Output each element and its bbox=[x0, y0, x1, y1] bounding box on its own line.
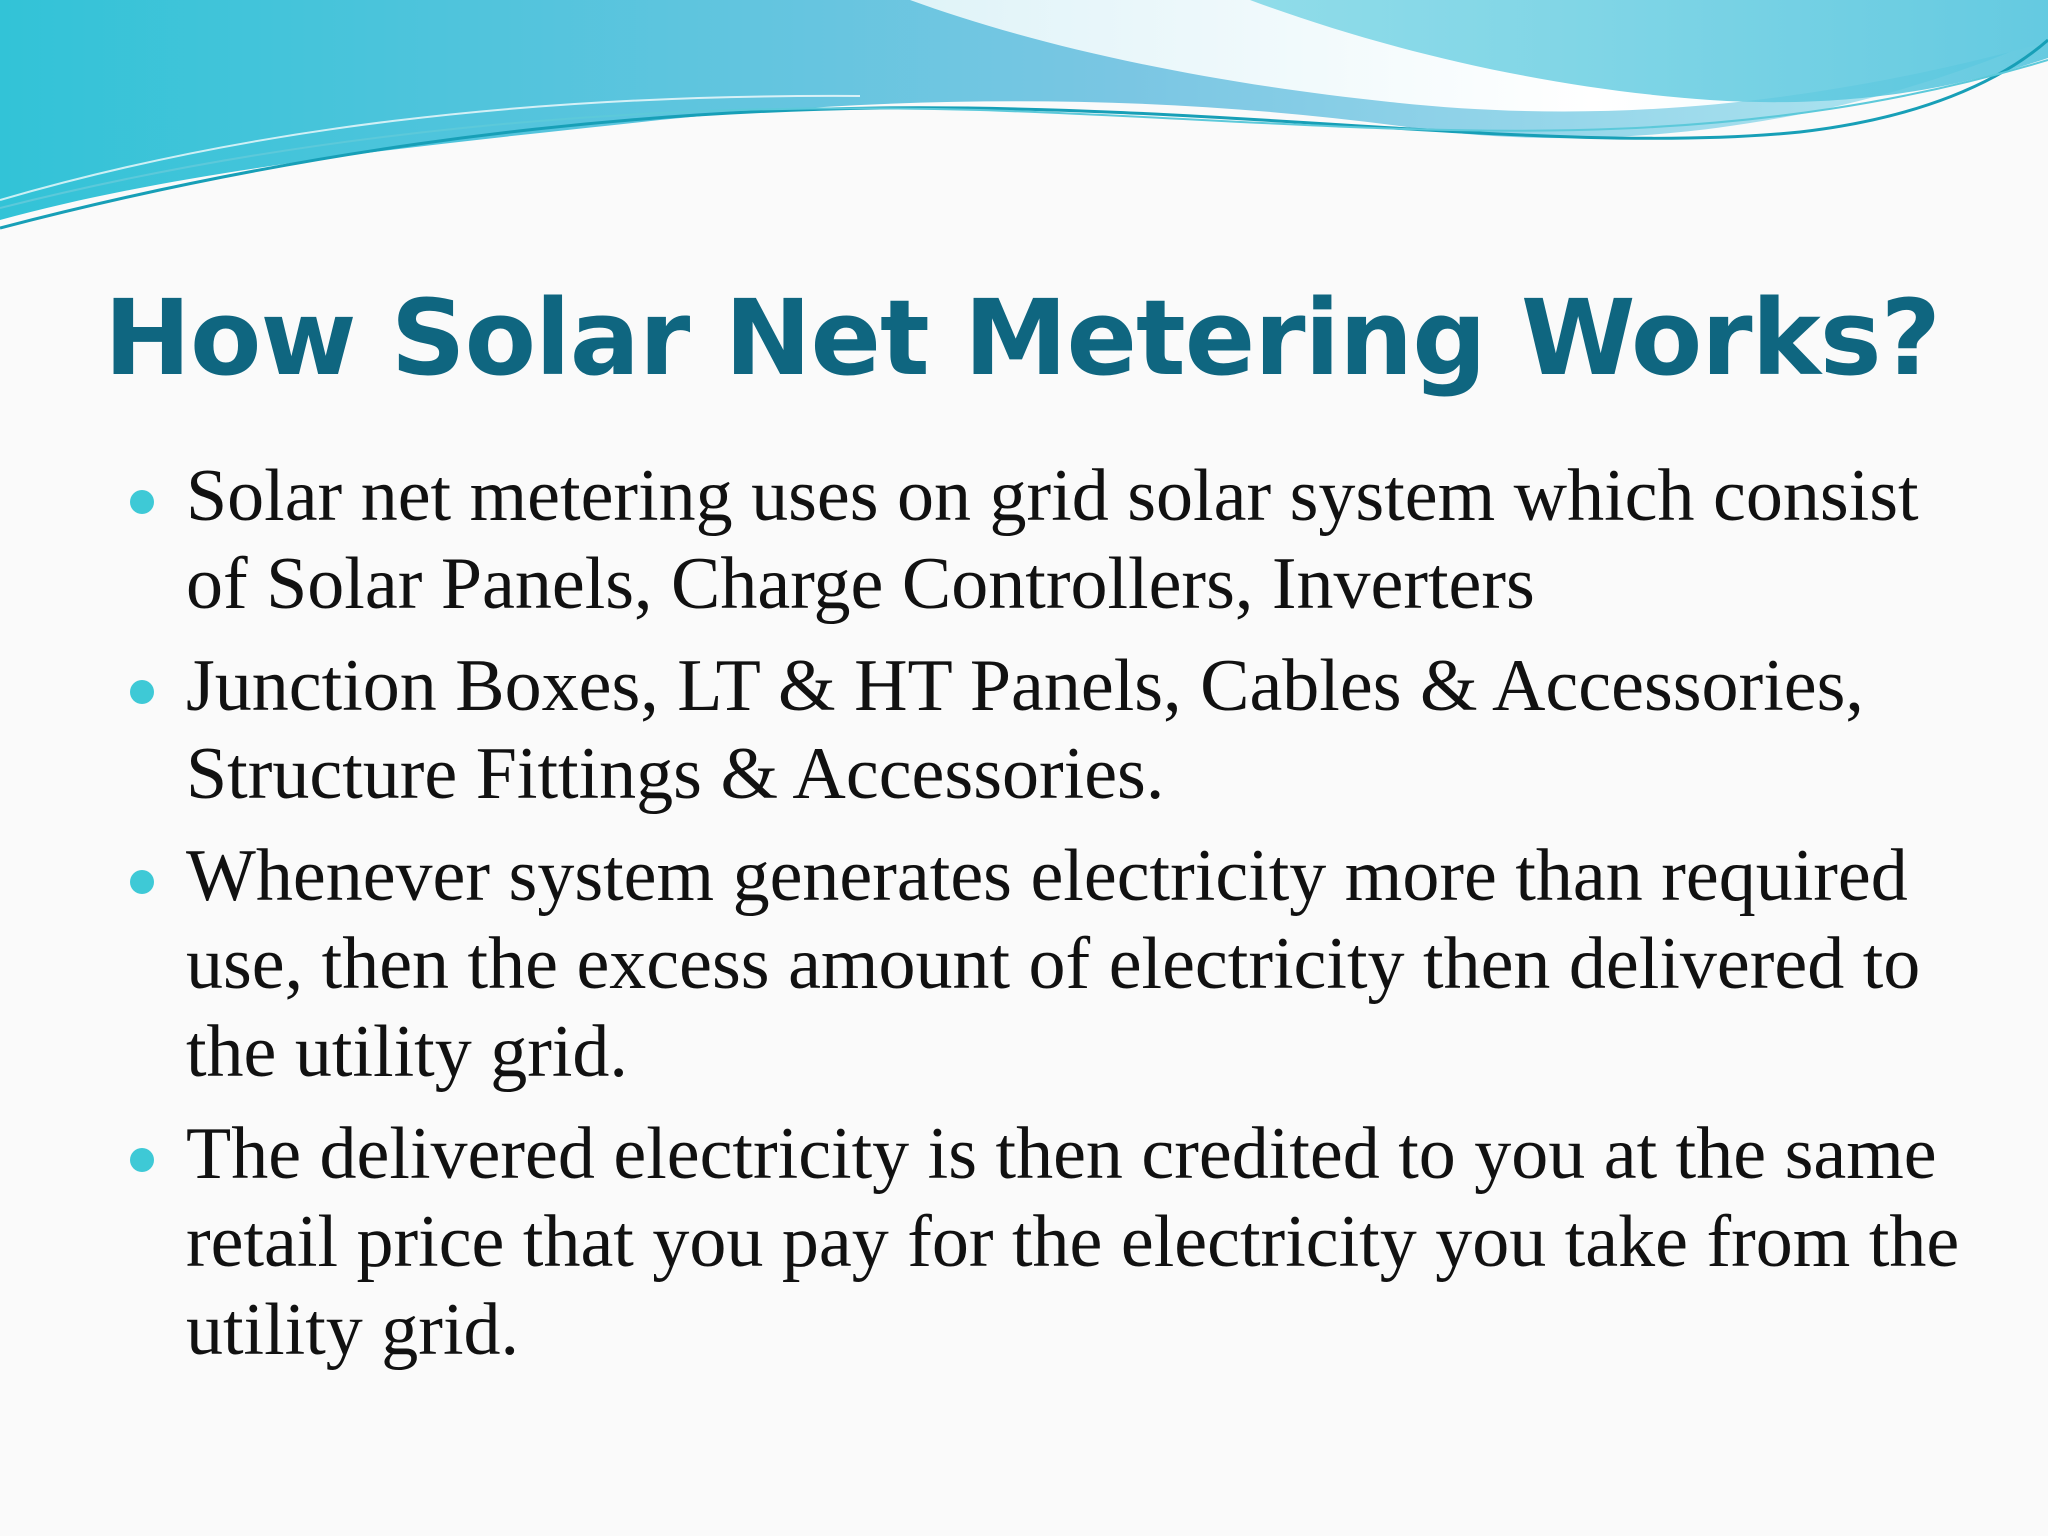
bullet-text: Solar net metering uses on grid solar system which consist of Solar Panels, Charge Controllers, Inverters bbox=[186, 455, 1919, 625]
bullet-item bbox=[128, 832, 1998, 1096]
bullet-item bbox=[128, 452, 1998, 628]
bullet-text: Junction Boxes, LT & HT Panels, Cables & Accessories, Structure Fittings & Accessories. bbox=[186, 645, 1864, 815]
bullet-list bbox=[128, 452, 1998, 1388]
slide-title: How Solar Net Metering Works? bbox=[104, 277, 1940, 399]
bullet-dot-icon bbox=[130, 870, 154, 894]
bullet-dot-icon bbox=[130, 1148, 154, 1172]
decorative-wave-banner bbox=[0, 0, 2048, 240]
bullet-item bbox=[128, 1110, 1998, 1374]
bullet-dot-icon bbox=[130, 680, 154, 704]
bullet-text: Whenever system generates electricity more than required use, then the excess amount of electricity then delivered to the utility grid. bbox=[186, 835, 1921, 1093]
bullet-item bbox=[128, 642, 1998, 818]
bullet-text: The delivered electricity is then credited to you at the same retail price that you pay for the electricity you take from the utility grid. bbox=[186, 1113, 1960, 1371]
bullet-dot-icon bbox=[130, 490, 154, 514]
